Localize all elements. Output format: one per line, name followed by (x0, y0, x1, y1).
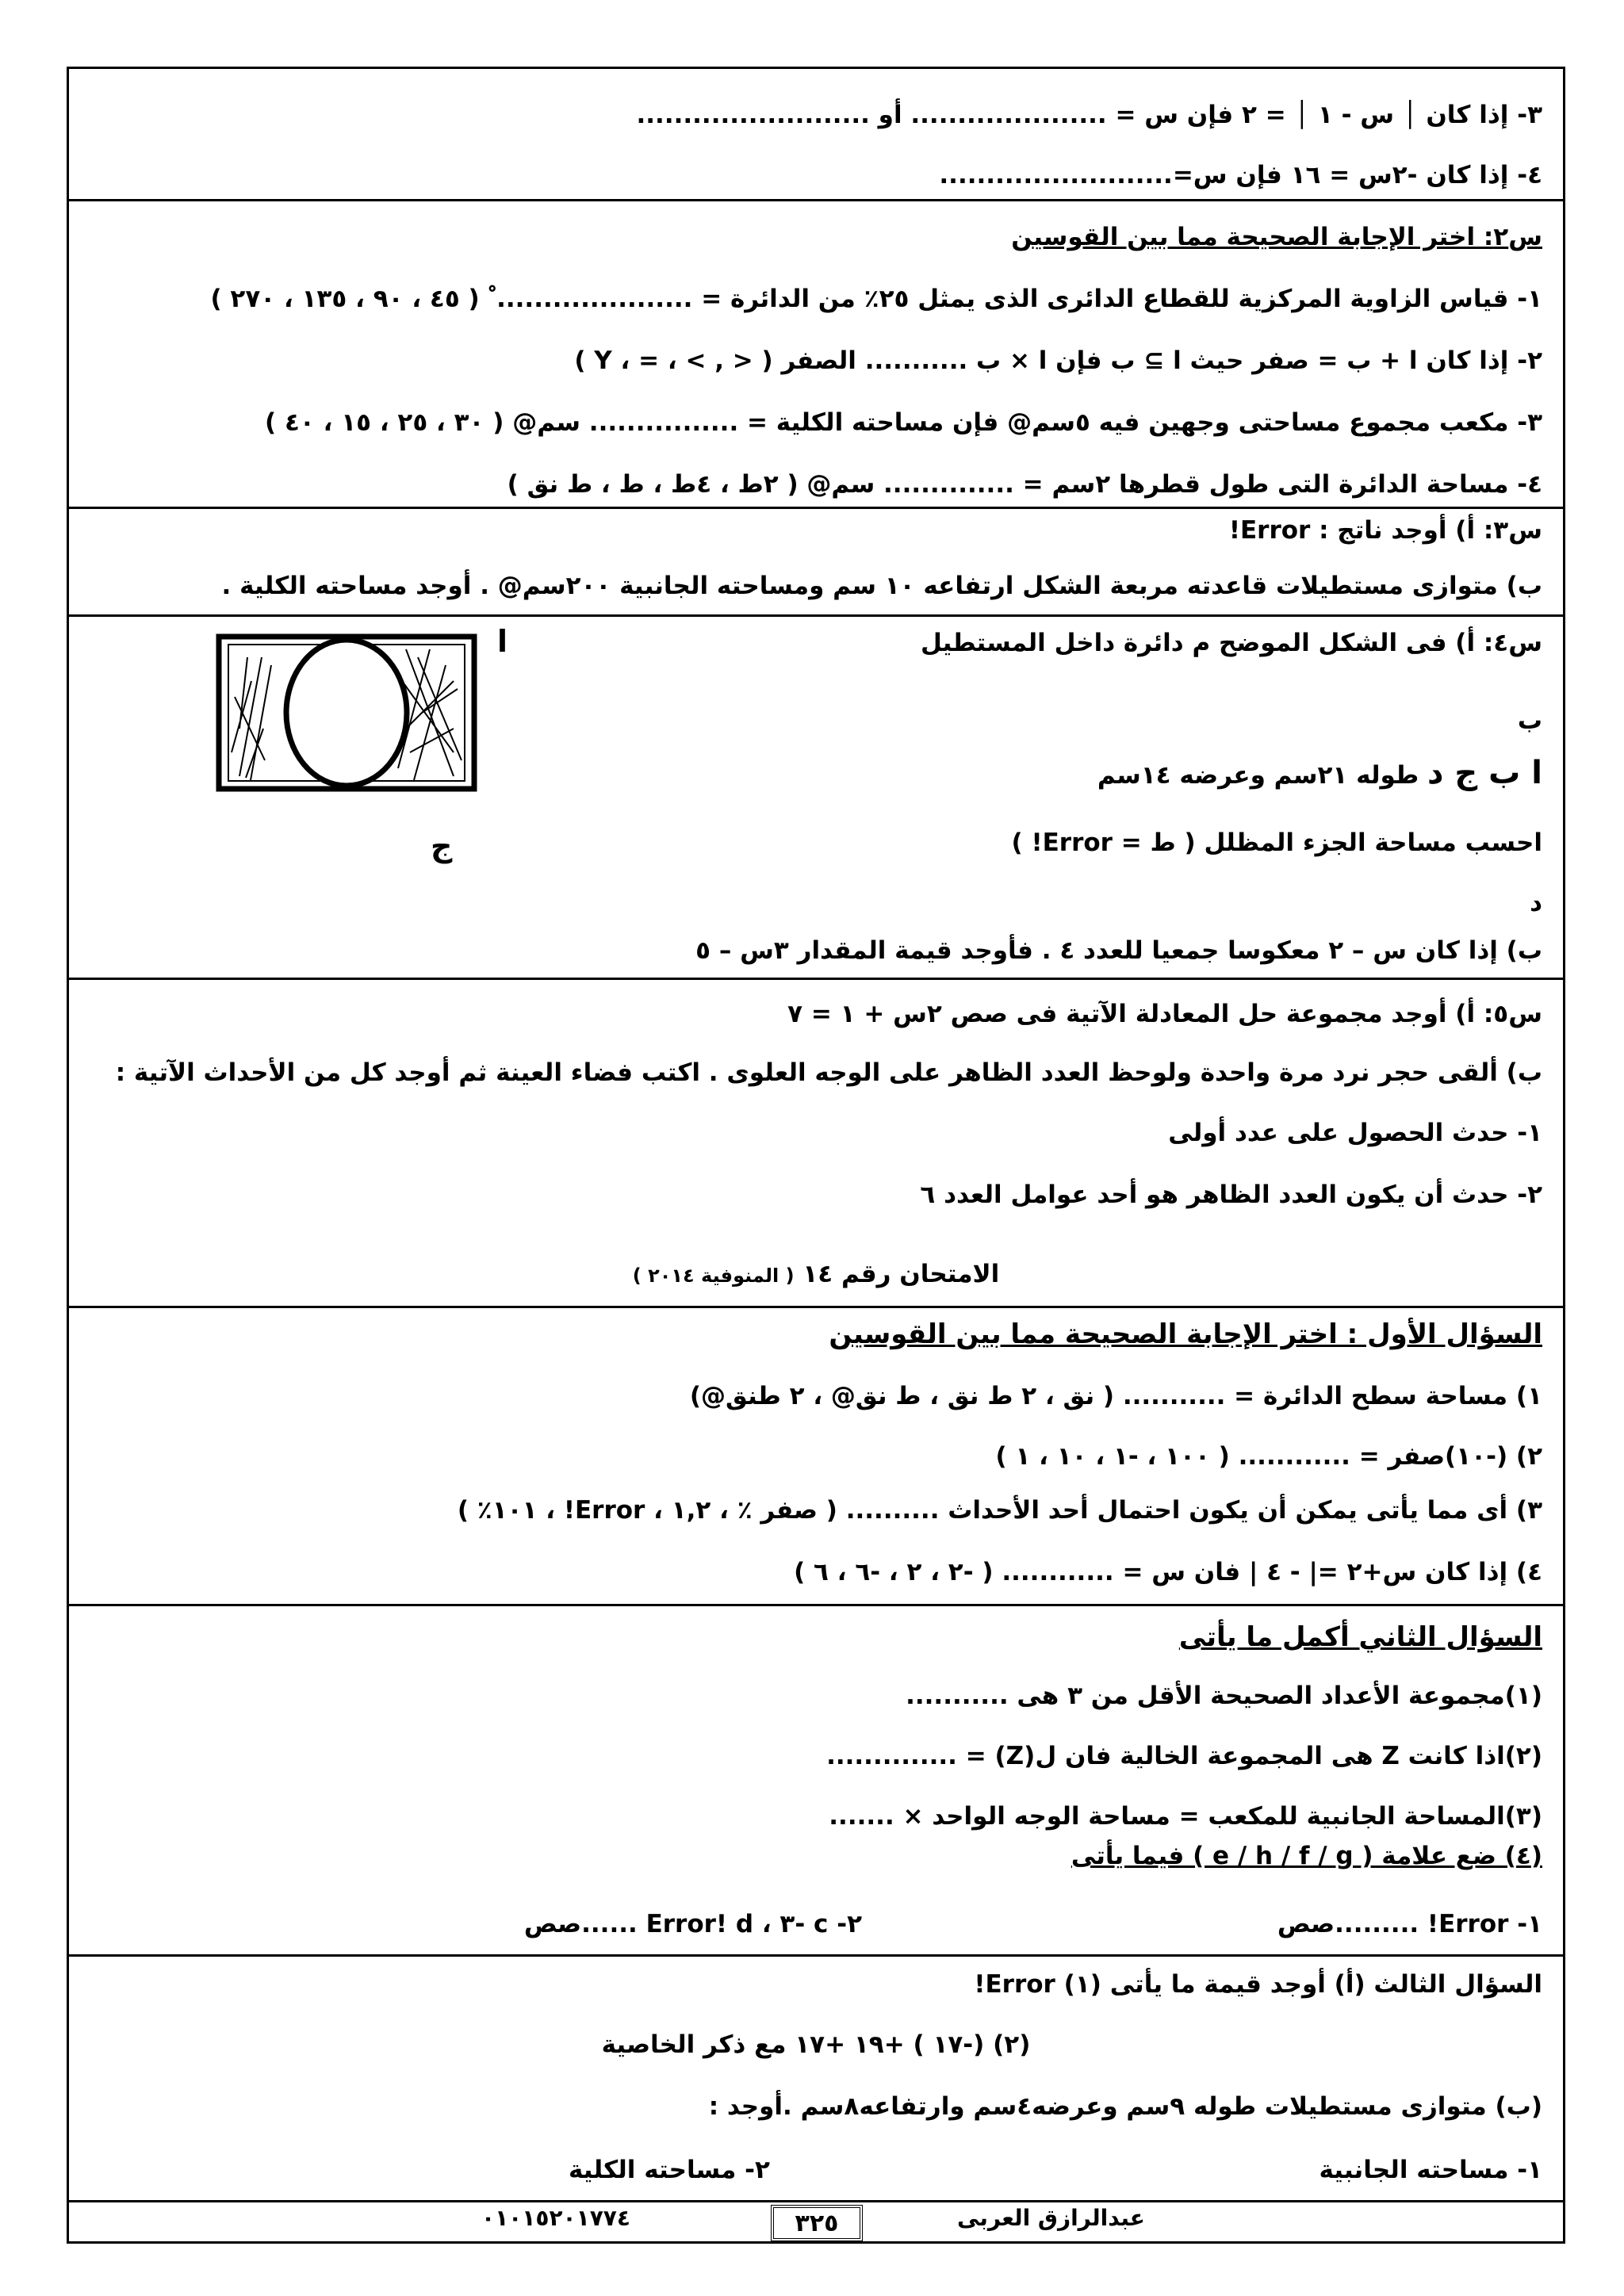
divider (69, 978, 1563, 980)
q3-part-a: السؤال الثالث (أ) أوجد قيمة ما يأتى (١) Error! (974, 1970, 1542, 1999)
q2-heading: السؤال الثاني أكمل ما يأتى (1178, 1621, 1542, 1653)
s2-heading: س٢: اختر الإجابة الصحيحة مما بين القوسين (1011, 223, 1542, 251)
s2-item-1: ١- قياس الزاوية المركزية للقطاع الدائرى الذى يمثل ٢٥٪ من الدائرة = ..................... ْ ( ٤٥ ، ٩٠ ، ١٣٥ ، ٢٧٠ ) (210, 285, 1542, 313)
exam-title-line (90, 1257, 1542, 1293)
q1-item-3: ٣) أى مما يأتى يمكن أن يكون احتمال أحد الأحداث .......... ( صفر ٪ ، ١,٢ ، Error! ، ١٠١٪ ) (457, 1496, 1542, 1525)
s2-item-2: ٢- إذا كان ا + ب = صفر حيث ا ⊇ ب فإن ا × ب ........... الصفر ( < , > ، = ، Y ) (574, 346, 1542, 375)
s4-shaded: احسب مساحة الجزء المظلل ( ط = Error! ) (1011, 828, 1542, 857)
divider (69, 1954, 1563, 1957)
figure-label-j: ج (431, 828, 453, 863)
s5-part-b: ب) ألقى حجر نرد مرة واحدة ولوحظ العدد الظاهر على الوجه العلوى . اكتب فضاء العينة ثم أوجد كل من الأحداث الآتية : (115, 1058, 1542, 1087)
footer-author: عبدالرازق العربى (957, 2205, 1145, 2231)
divider (69, 507, 1563, 509)
rectangle-circle-figure (216, 633, 477, 795)
q2-item-2: (٢)اذا كانت Z هى المجموعة الخالية فان ل(Z) = .............. (826, 1742, 1542, 1770)
divider (69, 1306, 1563, 1308)
divider (69, 1604, 1563, 1606)
q1-item-1: ١) مساحة سطح الدائرة = ........... ( نق ، ٢ ط نق ، ط نق@ ، ٢ طنق@) (689, 1382, 1542, 1410)
q3-part-b: (ب) متوازى مستطيلات طوله ٩سم وعرضه٤سم وارتفاعه٨سم .أوجد : (708, 2092, 1542, 2121)
s3-part-a: س٣: أ) أوجد ناتج : Error! (1228, 516, 1542, 545)
s3-part-b: ب) متوازى مستطيلات قاعدته مربعة الشكل ارتفاعه ١٠ سم ومساحته الجانبية ٢٠٠سم@ . أوجد مساحته الكلية . (221, 572, 1542, 600)
footer-divider (69, 2200, 1563, 2202)
q1-item-2: ٢) (-١٠)صفر = ............ ( ١٠٠ ، -١ ، ١٠ ، ١ ) (995, 1442, 1542, 1471)
s4-part-b: ب) إذا كان س – ٢ معكوسا جمعيا للعدد ٤ . فأوجد قيمة المقدار ٣س – ٥ (695, 936, 1542, 965)
figure-label-b: ب (1517, 706, 1542, 735)
rectangle-letters: ا ب ج د (1427, 755, 1542, 791)
top-q3: ٣- إذا كان │ س - ١ │ = ٢ فإن س = ..................... أو ......................... (636, 101, 1542, 129)
s5-event-1: ١- حدث الحصول على عدد أولى (1168, 1119, 1542, 1147)
q3-b2: ٢- مساحته الكلية (569, 2156, 770, 2184)
q1-item-4: ٤) إذا كان س+٢ =| - ٤ | فان س = ............ ( -٢ ، ٢ ، -٦ ، ٦ ) (794, 1558, 1542, 1586)
rectangle-dimensions: طوله ٢١سم وعرضه ١٤سم (1097, 761, 1419, 790)
footer-phone: ٠١٠١٥٢٠١٧٧٤ (481, 2205, 630, 2231)
divider (69, 199, 1563, 201)
figure-label-a: ا (497, 624, 508, 659)
q3-b1: ١- مساحته الجانبية (1319, 2156, 1542, 2184)
q2-item-1: (١)مجموعة الأعداد الصحيحة الأقل من ٣ هى ........... (906, 1682, 1542, 1710)
q1-heading: السؤال الأول : اختر الإجابة الصحيحة مما بين القوسين (829, 1318, 1542, 1350)
q2-item-4: (٤) ضع علامة ( e / h / f / g ) فيما يأتى (1071, 1842, 1542, 1870)
s5-part-a: س٥: أ) أوجد مجموعة حل المعادلة الآتية فى صص ٢س + ١ = ٧ (787, 1000, 1542, 1028)
worksheet-page (67, 67, 1565, 2244)
q3-part-a2: (٢) (-١٧ ) +١٩ +١٧ مع ذكر الخاصية (601, 2030, 1031, 2059)
s2-item-4: ٤- مساحة الدائرة التى طول قطرها ٢سم = .............. سم@ ( ٢ط ، ٤ط ، ط ، ط نق ) (507, 470, 1542, 499)
q2-item-3: (٣)المساحة الجانبية للمكعب = مساحة الوجه الواحد × ....... (829, 1802, 1542, 1831)
s5-event-2: ٢- حدث أن يكون العدد الظاهر هو أحد عوامل العدد ٦ (920, 1181, 1542, 1209)
q2-sub-left: ٢- c -٣ ، Error! d ......صص (523, 1910, 862, 1938)
divider (69, 614, 1563, 617)
top-q4: ٤- إذا كان -٢س = ١٦ فإن س=......................... (939, 161, 1542, 189)
s4-part-a: س٤: أ) فى الشكل الموضح م دائرة داخل المستطيل (921, 629, 1542, 657)
s2-item-3: ٣- مكعب مجموع مساحتى وجهين فيه ٥سم@ فإن مساحته الكلية = ................ سم@ ( ٣٠ ، ٢٥ ، ١٥ ، ٤٠ ) (265, 408, 1542, 437)
page-number: ٣٢٥ (771, 2205, 863, 2241)
q2-sub-right: ١- Error! .........صص (1277, 1910, 1542, 1938)
figure-label-d: د (1530, 889, 1542, 917)
exam-title: الامتحان رقم ١٤ (802, 1260, 1000, 1288)
exam-source: ( المنوفية ٢٠١٤ ) (632, 1265, 795, 1287)
